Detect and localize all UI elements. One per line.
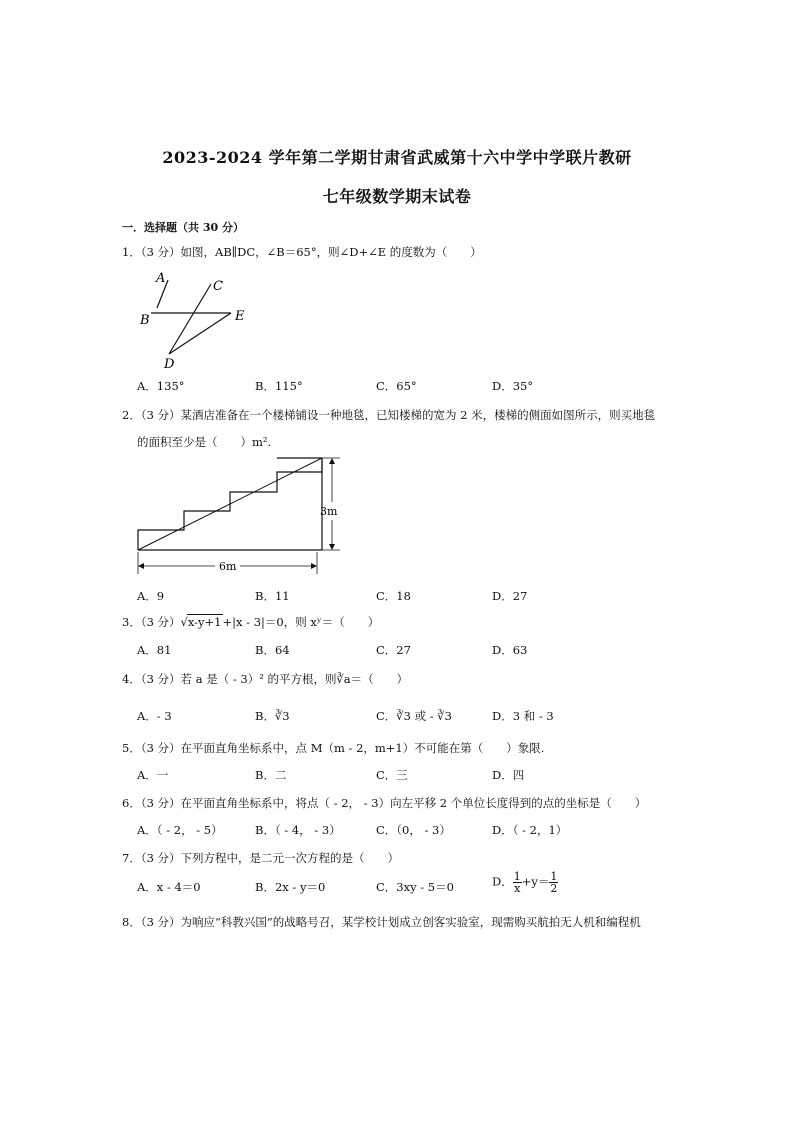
q7-option-c[interactable]: C．3xy - 5＝0: [376, 880, 454, 894]
q6-option-d[interactable]: D．（ - 2，1）: [492, 823, 568, 837]
q2-option-d[interactable]: D．27: [492, 589, 528, 603]
q5-option-b[interactable]: B．二: [255, 768, 287, 782]
q5-options: [137, 767, 697, 783]
q6-option-a[interactable]: A．（ - 2， - 5）: [137, 823, 223, 837]
question-5-stem: 5．（3 分）在平面直角坐标系中，点 M（m - 2，m+1）不可能在第（ ）象限.: [122, 741, 545, 755]
q1-options: [137, 378, 697, 394]
q1-option-b[interactable]: B．115°: [255, 379, 303, 393]
sqrt-symbol: √: [180, 615, 188, 629]
q7-option-d[interactable]: [492, 871, 558, 894]
exam-title-line2: 七年级数学期末试卷: [322, 187, 472, 206]
q7-option-a[interactable]: A．x - 4＝0: [137, 880, 201, 894]
q1-figure: [130, 268, 260, 372]
q4-option-d[interactable]: D．3 和 - 3: [492, 709, 554, 723]
q4-cube-root: ∛a: [336, 672, 351, 686]
section-heading: 一．选择题（共 30 分）: [122, 221, 244, 234]
q3-option-b[interactable]: B．64: [255, 643, 290, 657]
label-b: B: [140, 313, 150, 328]
question-3-stem: [122, 614, 379, 630]
frac1-denominator: x: [514, 882, 521, 895]
q7-options: [137, 870, 697, 895]
question-2-stem-line1: 2．（3 分）某酒店准备在一个楼梯铺设一种地毯，已知楼梯的宽为 2 米，楼梯的侧面如图所示，则买地毯: [122, 408, 656, 422]
q1-option-a[interactable]: A．135°: [137, 379, 185, 393]
question-2-stem-line2: 的面积至少是（ ）m².: [137, 435, 272, 449]
label-a: A: [156, 271, 166, 286]
q2-option-a[interactable]: A．9: [137, 589, 165, 603]
label-d: D: [164, 357, 175, 372]
q7-option-b[interactable]: B．2x - y＝0: [255, 880, 326, 894]
frac2-denominator: 2: [550, 882, 558, 895]
fraction-1-over-x: [513, 871, 522, 894]
q5-option-d[interactable]: D．四: [492, 768, 525, 782]
q3-option-d[interactable]: D．63: [492, 643, 528, 657]
q4-prefix: 4．（3 分）若 a 是（ - 3）² 的平方根，则: [122, 672, 337, 686]
q2-option-b[interactable]: B．11: [255, 589, 290, 603]
q3-prefix: 3．（3 分）: [122, 615, 181, 629]
q7-option-d-mid: +y＝: [521, 874, 550, 889]
q3-suffix: +|x - 3|＝0，则 xʸ＝（ ）: [222, 615, 380, 629]
exam-title-line1: 2023-2024 学年第二学期甘肃省武威第十六中学中学联片教研: [162, 148, 632, 167]
fraction-1-over-2: [549, 871, 558, 894]
q6-option-c[interactable]: C．（0， - 3）: [376, 823, 451, 837]
question-7-stem: 7．（3 分）下列方程中，是二元一次方程的是（ ）: [122, 851, 400, 865]
question-1-stem: 1．（3 分）如图，AB∥DC，∠B＝65°，则∠D+∠E 的度数为（ ）: [122, 245, 482, 259]
q5-option-c[interactable]: C．三: [376, 768, 408, 782]
q1-option-d[interactable]: D．35°: [492, 379, 534, 393]
q4-option-b[interactable]: B．∛3: [255, 709, 290, 723]
q6-option-b[interactable]: B．（ - 4， - 3）: [255, 823, 341, 837]
q2-staircase-figure: [130, 452, 360, 577]
q4-option-a[interactable]: A．- 3: [137, 709, 172, 723]
q5-option-a[interactable]: A．一: [137, 768, 169, 782]
height-label: 3m: [320, 505, 338, 518]
question-8-stem: 8．（3 分）为响应“科教兴国”的战略号召，某学校计划成立创客实验室，现需购买航拍无人机和编程机: [122, 915, 641, 929]
q4-option-c[interactable]: C．∛3 或 - ∛3: [376, 709, 452, 723]
q3-options: [137, 642, 697, 658]
q3-radicand: x-y+1: [187, 615, 222, 629]
width-label: 6m: [219, 560, 237, 573]
question-6-stem: 6．（3 分）在平面直角坐标系中，将点（ - 2， - 3）向左平移 2 个单位长度得到的点的坐标是（ ）: [122, 796, 647, 810]
q4-options: [137, 708, 697, 724]
q3-option-c[interactable]: C．27: [376, 643, 411, 657]
frac1-numerator: 1: [513, 870, 521, 883]
label-e: E: [235, 309, 245, 324]
q6-options: [137, 822, 697, 838]
question-4-stem: [122, 671, 408, 687]
q2-options: [137, 588, 697, 604]
q2-option-c[interactable]: C．18: [376, 589, 411, 603]
frac2-numerator: 1: [550, 870, 558, 883]
q7-option-d-prefix: D．: [492, 874, 513, 889]
label-c: C: [213, 279, 223, 294]
q4-suffix: ＝（ ）: [350, 672, 409, 686]
q1-option-c[interactable]: C．65°: [376, 379, 417, 393]
q3-option-a[interactable]: A．81: [137, 643, 172, 657]
